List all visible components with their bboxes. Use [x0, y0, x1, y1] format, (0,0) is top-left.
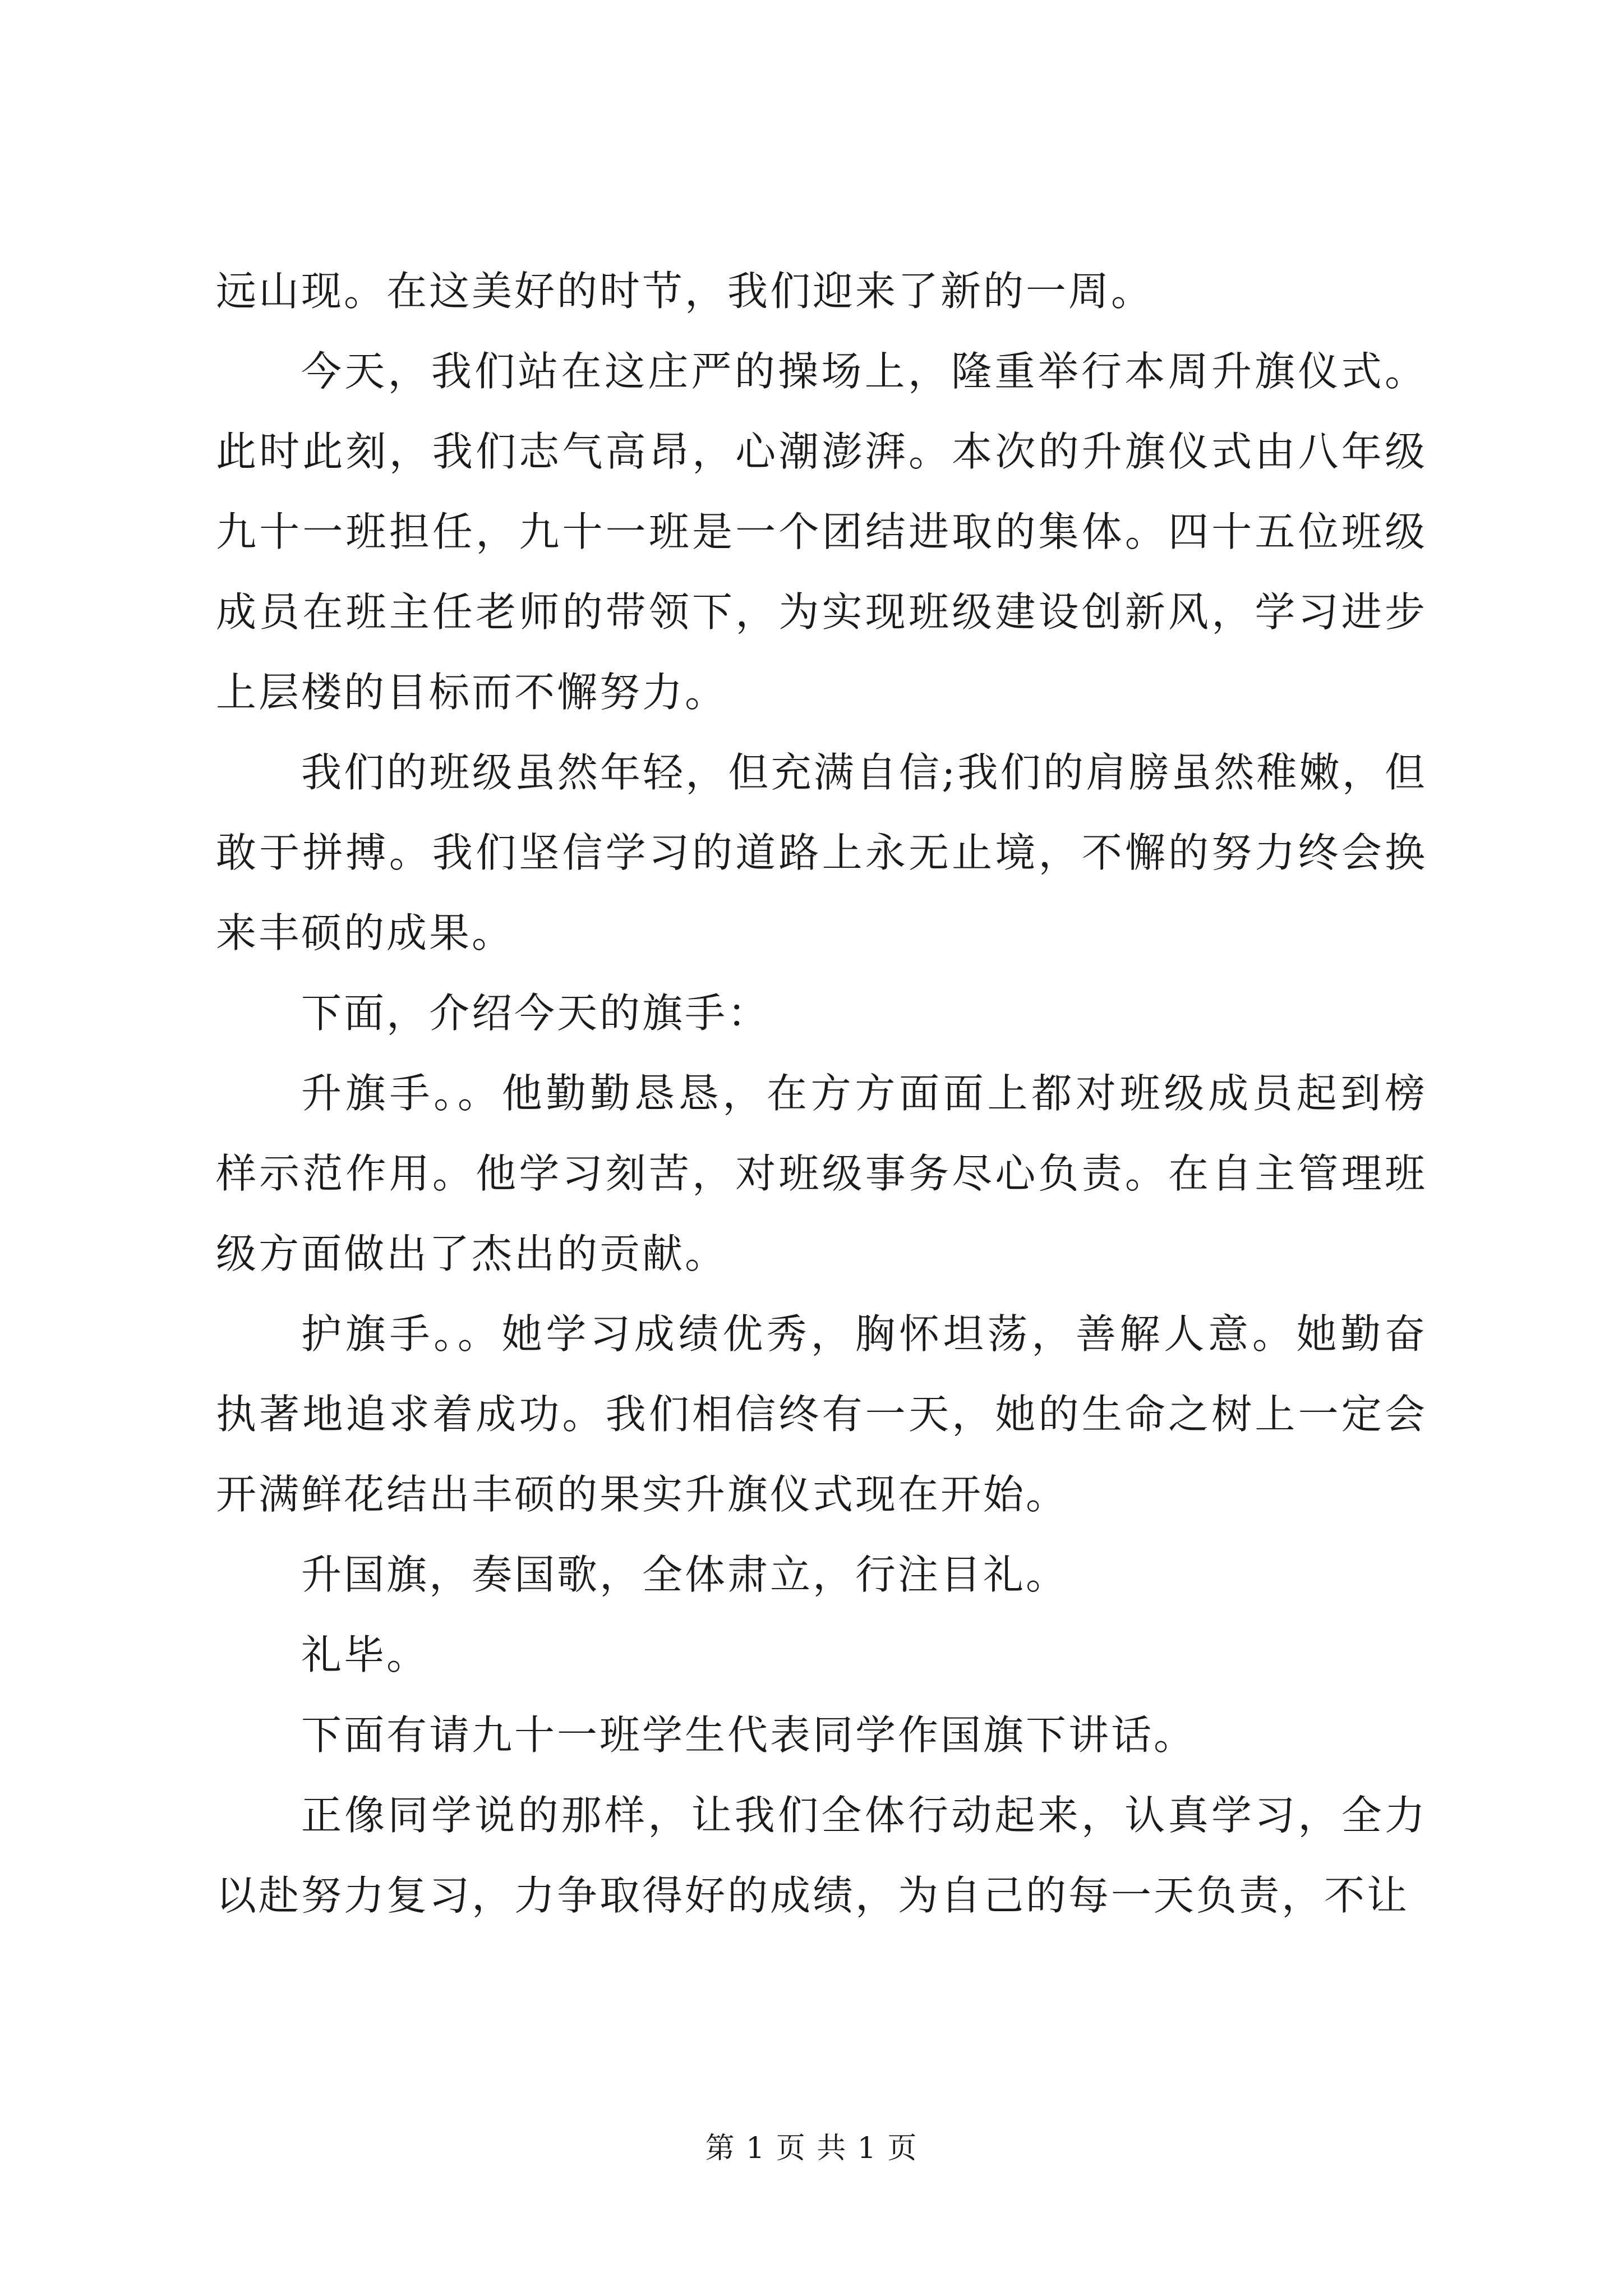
paragraph-7: 升国旗，奏国歌，全体肃立，行注目礼。: [301, 1551, 1069, 1598]
document-body: [216, 251, 1427, 1936]
paragraph-2: 今天，我们站在这庄严的操场上，隆重举行本周升旗仪式。此时此刻，我们志气高昂，心潮澎湃。本次的升旗仪式由八年级九十一班担任，九十一班是一个团结进取的集体。四十五位班级成员在班主任老师的带领下，为实现班级建设创新风，学习进步上层楼的目标而不懈努力。: [216, 348, 1427, 716]
paragraph-4: 下面，介绍今天的旗手：: [301, 990, 771, 1037]
page-number-label: 第 1 页 共 1 页: [705, 2132, 918, 2165]
paragraph-10: 正像同学说的那样，让我们全体行动起来，认真学习，全力以赴努力复习，力争取得好的成绩，为自己的每一天负责，不让: [216, 1792, 1427, 1919]
paragraph-3: 我们的班级虽然年轻，但充满自信;我们的肩膀虽然稚嫩，但敢于拼搏。我们坚信学习的道路上永无止境，不懈的努力终会换来丰硕的成果。: [216, 749, 1427, 956]
paragraph-6: 护旗手。。她学习成绩优秀，胸怀坦荡，善解人意。她勤奋执著地追求着成功。我们相信终有一天，她的生命之树上一定会开满鲜花结出丰硕的果实升旗仪式现在开始。: [216, 1310, 1427, 1518]
paragraph-5: 升旗手。。他勤勤恳恳，在方方面面上都对班级成员起到榜样示范作用。他学习刻苦，对班级事务尽心负责。在自主管理班级方面做出了杰出的贡献。: [216, 1070, 1427, 1277]
paragraph-9: 下面有请九十一班学生代表同学作国旗下讲话。: [301, 1711, 1197, 1759]
paragraph-1: 远山现。在这美好的时节，我们迎来了新的一周。: [216, 268, 1154, 315]
paragraph-8: 礼毕。: [301, 1631, 430, 1678]
page-footer: [0, 2129, 1623, 2168]
